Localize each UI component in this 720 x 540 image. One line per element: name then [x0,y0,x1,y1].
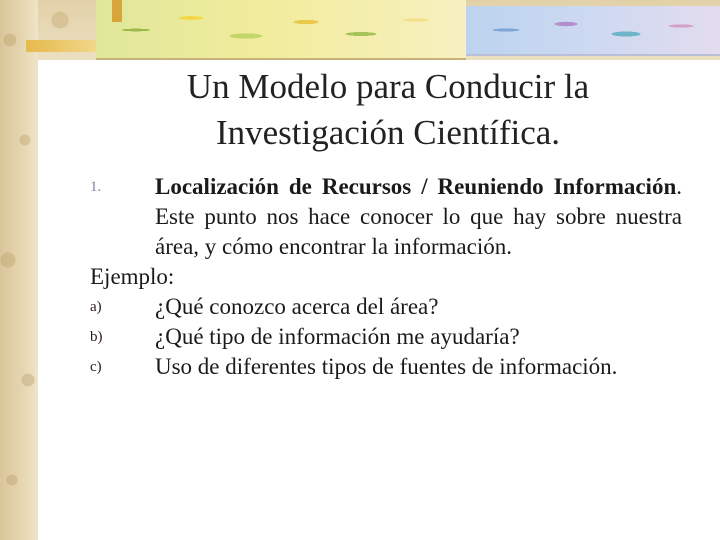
item-bold-text: Localización de Recursos / Reuniendo Información [155,174,677,199]
decorative-ornament [112,0,122,22]
floral-banner-image-right [466,6,720,56]
list-item-text: ¿Qué conozco acerca del área? [155,294,439,319]
decorative-ornament [26,40,96,52]
list-letter: a) [90,299,102,315]
slide-title [0,64,720,156]
list-item-text: ¿Qué tipo de información me ayudaría? [155,324,520,349]
numbered-list-item [90,172,682,262]
item-text: . Este punto nos hace conocer lo que hay sobre nuestra área, y cómo encontrar la información. [155,174,682,259]
list-item [90,322,682,352]
list-item [90,292,682,322]
list-letter: c) [90,359,102,375]
list-number: 1. [90,179,102,195]
list-item-text: Uso de diferentes tipos de fuentes de información. [155,354,618,379]
example-label: Ejemplo: [90,264,175,289]
list-letter: b) [90,329,103,345]
slide-title-line1: Un Modelo para Conducir la [186,67,590,106]
floral-banner-image [96,0,466,60]
slide-body [90,172,682,382]
slide-title-line2: Investigación Científica. [215,113,561,152]
list-item [90,352,682,382]
